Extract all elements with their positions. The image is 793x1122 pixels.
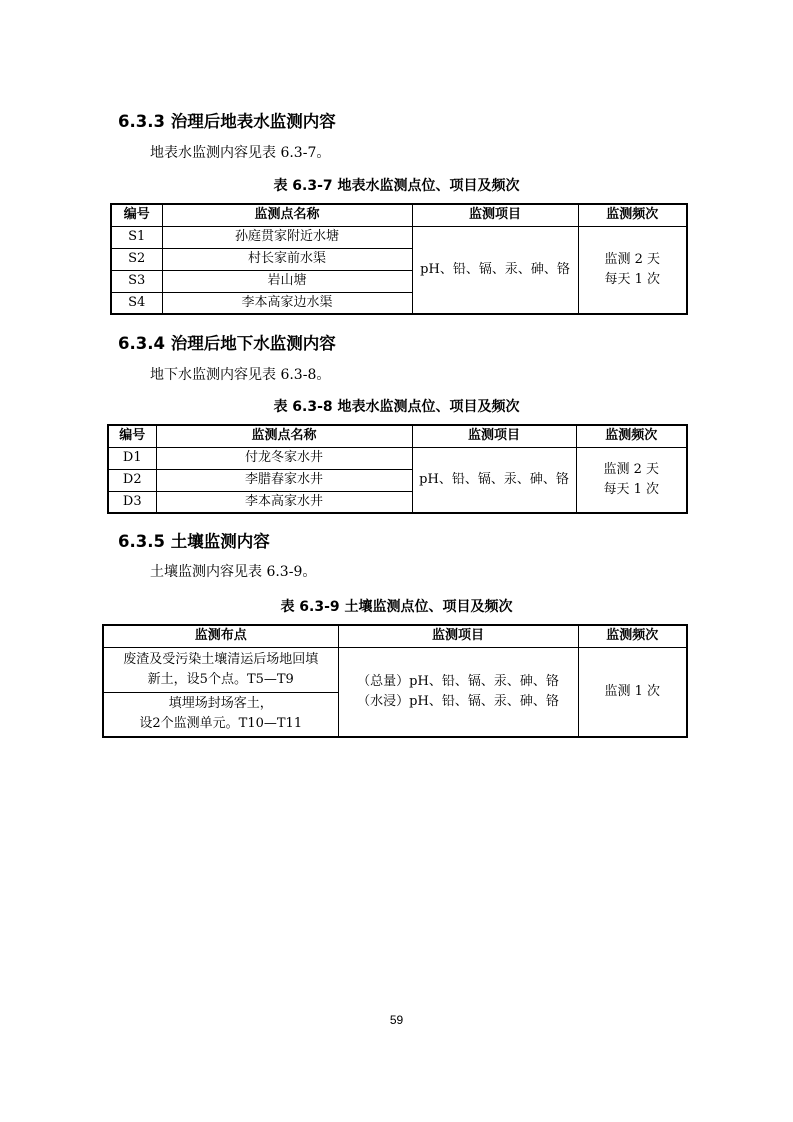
site-name: 岩山塘 (162, 270, 412, 292)
point-line: 新土，设5个点。T5—T9 (147, 671, 294, 687)
header-items: 监测项目 (412, 204, 578, 226)
items-total: （总量）pH、铅、镉、汞、砷、铬 (357, 673, 559, 689)
frequency-times: 每天 1 次 (603, 481, 660, 497)
caption-table-6-3-7: 表 6.3-7 地表水监测点位、项目及频次 (273, 178, 520, 194)
header-frequency: 监测频次 (576, 425, 687, 447)
header-items: 监测项目 (412, 425, 576, 447)
point-line: 废渣及受污染土壤清运后场地回填 (123, 651, 319, 667)
table-row (111, 226, 687, 248)
items-leach: （水浸）pH、铅、镉、汞、砷、铬 (357, 693, 559, 709)
monitoring-items: pH、铅、镉、汞、砷、铬 (412, 447, 576, 513)
header-id: 编号 (111, 204, 162, 226)
site-name: 孙庭贯家附近水塘 (162, 226, 412, 248)
monitoring-point (103, 647, 338, 692)
point-line: 填埋场封场客土， (168, 696, 273, 712)
site-name: 李本高家边水渠 (162, 292, 412, 314)
table-row (108, 447, 687, 469)
header-items: 监测项目 (338, 625, 578, 647)
table-6-3-9 (102, 624, 688, 738)
header-id: 编号 (108, 425, 156, 447)
table-row (103, 647, 687, 692)
monitoring-frequency (576, 447, 687, 513)
monitoring-frequency (578, 226, 687, 314)
site-name: 李本高家水井 (156, 491, 412, 513)
intro-6-3-3: 地表水监测内容见表 6.3-7。 (150, 145, 331, 161)
point-line: 设2个监测单元。T10—T11 (139, 716, 303, 732)
monitoring-items (338, 647, 578, 737)
site-id: D1 (108, 447, 156, 469)
site-id: S4 (111, 292, 162, 314)
frequency-days: 监测 2 天 (603, 461, 660, 477)
site-id: D3 (108, 491, 156, 513)
frequency-times: 每天 1 次 (604, 271, 661, 287)
caption-table-6-3-8: 表 6.3-8 地表水监测点位、项目及频次 (273, 399, 520, 415)
site-name: 村长家前水渠 (162, 248, 412, 270)
table-6-3-7 (110, 203, 688, 315)
site-name: 李腊春家水井 (156, 469, 412, 491)
frequency-days: 监测 2 天 (604, 251, 661, 267)
header-site-name: 监测点名称 (162, 204, 412, 226)
heading-6-3-5: 6.3.5 土壤监测内容 (118, 532, 270, 551)
monitoring-items: pH、铅、镉、汞、砷、铬 (412, 226, 578, 314)
intro-6-3-4: 地下水监测内容见表 6.3-8。 (150, 367, 331, 383)
monitoring-point (103, 692, 338, 737)
header-monitoring-points: 监测布点 (103, 625, 338, 647)
table-6-3-8 (107, 424, 688, 514)
site-id: S3 (111, 270, 162, 292)
header-frequency: 监测频次 (578, 204, 687, 226)
site-id: S1 (111, 226, 162, 248)
heading-6-3-3: 6.3.3 治理后地表水监测内容 (118, 112, 336, 131)
intro-6-3-5: 土壤监测内容见表 6.3-9。 (150, 564, 317, 580)
header-site-name: 监测点名称 (156, 425, 412, 447)
page-number: 59 (389, 1013, 404, 1027)
heading-6-3-4: 6.3.4 治理后地下水监测内容 (118, 334, 336, 353)
site-id: D2 (108, 469, 156, 491)
header-frequency: 监测频次 (578, 625, 687, 647)
monitoring-frequency: 监测 1 次 (578, 647, 687, 737)
caption-table-6-3-9: 表 6.3-9 土壤监测点位、项目及频次 (280, 599, 513, 615)
site-id: S2 (111, 248, 162, 270)
site-name: 付龙冬家水井 (156, 447, 412, 469)
